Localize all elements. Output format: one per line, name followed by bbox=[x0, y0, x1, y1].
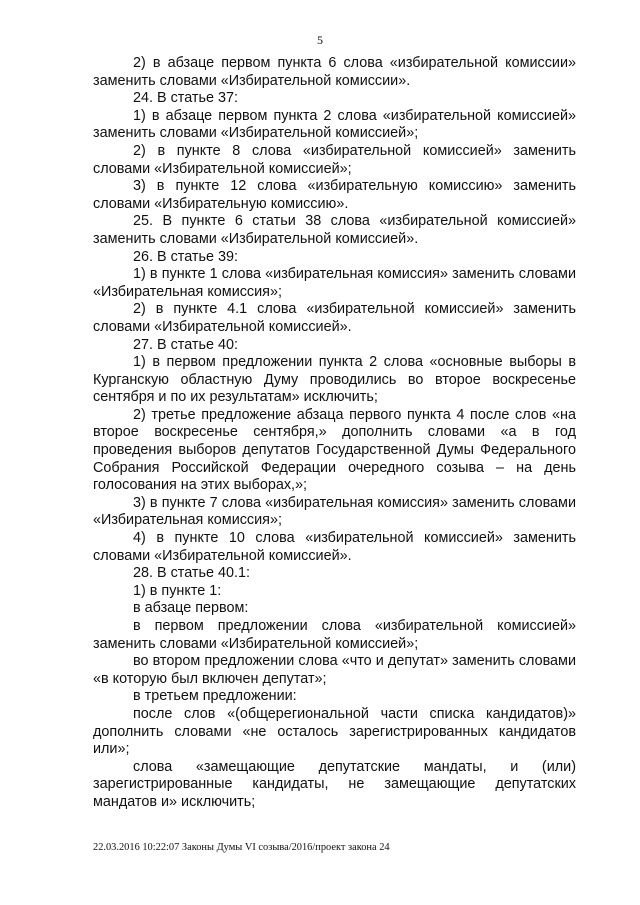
paragraph: 3) в пункте 12 слова «избирательную комиссию» заменить словами «Избирательную комиссию». bbox=[93, 178, 576, 212]
paragraph: во втором предложении слова «что и депутат» заменить словами «в которую был включен депутат»; bbox=[93, 653, 576, 687]
paragraph: 2) в пункте 4.1 слова «избирательной комиссией» заменить словами «Избирательной комиссией». bbox=[93, 301, 576, 335]
paragraph: 2) третье предложение абзаца первого пункта 4 после слов «на второе воскресенье сентября,» дополнить словами «а в год проведения выборов депутатов Государственной Думы Федерального Собрания Российской Федерации очередного созыва – на день голосования на этих выборах,»; bbox=[93, 406, 576, 494]
page-footer: 22.03.2016 10:22:07 Законы Думы VI созыва/2016/проект закона 24 bbox=[93, 842, 390, 853]
paragraph: 4) в пункте 10 слова «избирательной комиссией» заменить словами «Избирательной комиссией». bbox=[93, 530, 576, 564]
paragraph: 3) в пункте 7 слова «избирательная комиссия» заменить словами «Избирательная комиссия»; bbox=[93, 494, 576, 529]
paragraph: в третьем предложении: bbox=[133, 688, 297, 705]
paragraph: 1) в первом предложении пункта 2 слова «основные выборы в Курганскую областную Думу проводились во второе воскресенье сентября и по их результатам» исключить; bbox=[93, 354, 576, 406]
page-number: 5 bbox=[317, 33, 323, 47]
paragraph: 26. В статье 39: bbox=[133, 248, 239, 265]
paragraph: 28. В статье 40.1: bbox=[133, 565, 251, 582]
paragraph: после слов «(общерегиональной части списка кандидатов)» дополнить словами «не осталось зарегистрированных кандидатов или»; bbox=[93, 705, 576, 758]
paragraph: 27. В статье 40: bbox=[133, 336, 239, 353]
paragraph: 2) в пункте 8 слова «избирательной комиссией» заменить словами «Избирательной комиссией»; bbox=[93, 142, 576, 177]
paragraph: 1) в пункте 1: bbox=[133, 582, 222, 599]
paragraph: 24. В статье 37: bbox=[133, 90, 239, 107]
paragraph: в абзаце первом: bbox=[133, 600, 249, 617]
document-body bbox=[93, 55, 576, 812]
paragraph: 1) в пункте 1 слова «избирательная комиссия» заменить словами «Избирательная комиссия»; bbox=[93, 266, 576, 300]
paragraph: 2) в абзаце первом пункта 6 слова «избирательной комиссии» заменить словами «Избирательной комиссии». bbox=[93, 55, 576, 89]
paragraph: в первом предложении слова «избирательной комиссией» заменить словами «Избирательной комиссией»; bbox=[93, 618, 576, 652]
paragraph: 1) в абзаце первом пункта 2 слова «избирательной комиссией» заменить словами «Избирательной комиссией»; bbox=[93, 107, 576, 142]
paragraph: слова «замещающие депутатские мандаты, и (или) зарегистрированные кандидаты, не замещающие депутатских мандатов и» исключить; bbox=[93, 758, 576, 810]
paragraph: 25. В пункте 6 статьи 38 слова «избирательной комиссией» заменить словами «Избирательной комиссией». bbox=[93, 213, 576, 247]
